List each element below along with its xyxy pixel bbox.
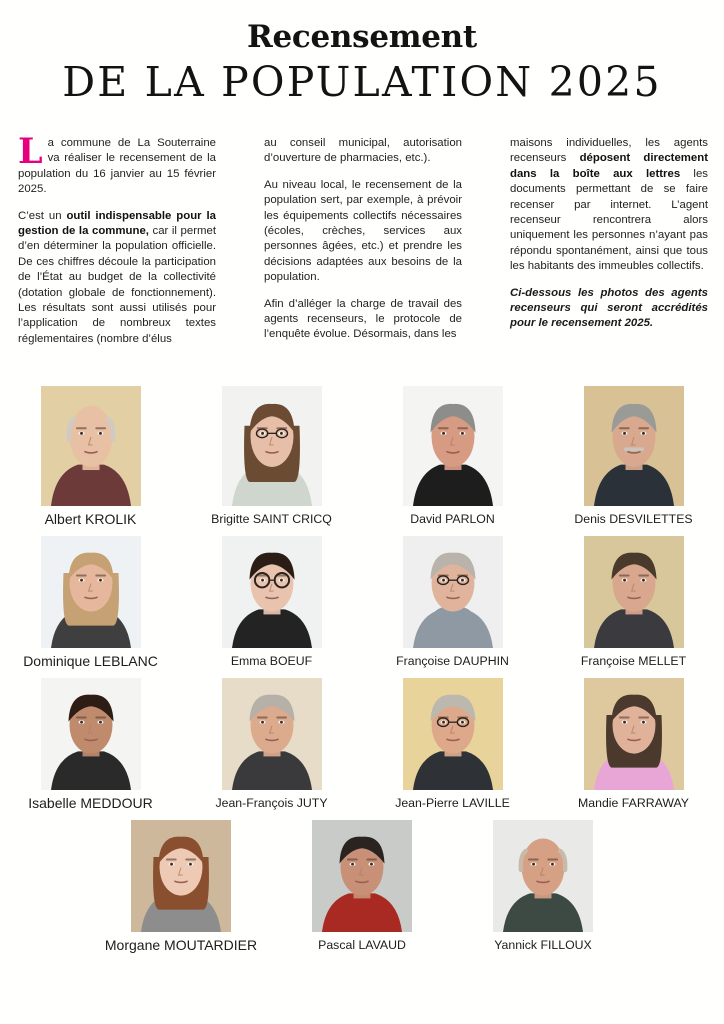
agent-portrait-photo	[222, 678, 322, 790]
agent-name-caption: Françoise MELLET	[580, 654, 687, 668]
agent-name-caption: Morgane MOUTARDIER	[104, 937, 258, 953]
drop-cap-letter: L	[18, 131, 43, 172]
page-title: DE LA POPULATION 2025	[62, 58, 662, 106]
photo-row	[0, 386, 724, 527]
paragraph-houses-rest: les documents permettant de se faire recenser par internet. L’agent recenseur rencontrera alors uniquement les personnes n’ayant pas répondu spontanément, ainsi que tous les habitants des immeubles collectifs.	[510, 167, 708, 273]
agent-name-caption: Brigitte SAINT CRICQ	[211, 512, 332, 526]
agent-card	[0, 678, 181, 811]
agent-portrait-photo	[493, 820, 593, 932]
masthead	[0, 0, 724, 107]
agent-name-caption: David PARLON	[410, 512, 495, 526]
kicker-title: Recensement	[247, 19, 477, 55]
agent-name-caption: Denis DESVILETTES	[574, 512, 693, 526]
text-column-2	[264, 136, 462, 347]
agent-portrait-photo	[41, 536, 141, 648]
agent-portrait-photo	[41, 678, 141, 790]
paragraph-tool-bold: outil indispensable pour la gestion de la commune,	[18, 209, 216, 238]
agent-portrait-photo	[41, 386, 141, 506]
agent-name-caption: Jean-Pierre LAVILLE	[395, 796, 510, 810]
agent-card	[0, 386, 181, 527]
text-column-1	[18, 131, 216, 347]
photo-row	[0, 678, 724, 811]
paragraph-tool-lead: C’est un	[18, 209, 67, 222]
agent-name-caption: Dominique LEBLANC	[23, 653, 158, 669]
agents-photo-gallery	[0, 386, 724, 962]
agent-portrait-photo	[403, 678, 503, 790]
agent-portrait-photo	[403, 386, 503, 506]
photo-row	[0, 536, 724, 669]
agent-name-caption: Mandie FARRAWAY	[578, 796, 689, 810]
agent-card	[543, 386, 724, 527]
paragraph-intro-text: a commune de La Souterraine va réaliser le recensement de la population du 16 janvier au 15 février 2025.	[18, 137, 216, 196]
agent-portrait-photo	[222, 386, 322, 506]
agent-card	[453, 820, 634, 953]
agent-name-caption: Pascal LAVAUD	[318, 938, 406, 952]
text-column-3	[510, 136, 708, 347]
agent-card	[362, 678, 543, 811]
paragraph-houses	[510, 136, 708, 275]
agent-name-caption: Isabelle MEDDOUR	[28, 795, 153, 811]
agent-portrait-photo	[584, 536, 684, 648]
photo-row	[0, 820, 724, 953]
paragraph-protocol: Afin d’alléger la charge de travail des agents recenseurs, le protocole de l’enquête évolue. Désormais, dans les	[264, 297, 462, 341]
agent-card	[181, 386, 362, 527]
agent-name-caption: Françoise DAUPHIN	[396, 654, 509, 668]
paragraph-houses-lead: maisons individuelles, les agents recenseurs	[510, 137, 708, 165]
paragraph-local: Au niveau local, le recensement de la population sert, par exemple, à prévoir les équipements collectifs nécessaires (écoles, crèches, services aux personnes âgées, etc.) et prendre les décisions adaptées aux besoins de la population.	[264, 178, 462, 284]
agent-card	[543, 678, 724, 811]
agent-card	[272, 820, 453, 953]
agent-card	[181, 678, 362, 811]
agent-portrait-photo	[403, 536, 503, 648]
agent-portrait-photo	[131, 820, 231, 932]
paragraph-tool-rest: car il permet d’en déterminer la population officielle. De ces chiffres découle la participation de l’État au budget de la collectivité (dotation globale de fonctionnement). Les résultats sont aussi utilisés pour l’application de nombreux textes réglementaires (nombre d’élus	[18, 225, 216, 345]
paragraph-intro	[18, 131, 216, 198]
agent-portrait-photo	[584, 386, 684, 506]
photos-note: Ci-dessous les photos des agents recenseurs qui seront accrédités pour le recensement 2025.	[510, 286, 708, 330]
agent-name-caption: Albert KROLIK	[44, 511, 137, 527]
agent-card	[543, 536, 724, 669]
paragraph-houses-bold: déposent directement dans la boîte aux lettres	[510, 152, 708, 180]
article-columns	[18, 131, 708, 347]
agent-portrait-photo	[584, 678, 684, 790]
agent-card	[91, 820, 272, 953]
agent-card	[0, 536, 181, 669]
agent-card	[362, 386, 543, 527]
agent-name-caption: Emma BOEUF	[230, 654, 313, 668]
paragraph-tool	[18, 209, 216, 348]
agent-name-caption: Jean-François JUTY	[215, 796, 328, 810]
agent-card	[362, 536, 543, 669]
paragraph-council: au conseil municipal, autorisation d’ouverture de pharmacies, etc.).	[264, 137, 462, 165]
agent-name-caption: Yannick FILLOUX	[494, 938, 592, 952]
agent-portrait-photo	[312, 820, 412, 932]
agent-portrait-photo	[222, 536, 322, 648]
agent-card	[181, 536, 362, 669]
